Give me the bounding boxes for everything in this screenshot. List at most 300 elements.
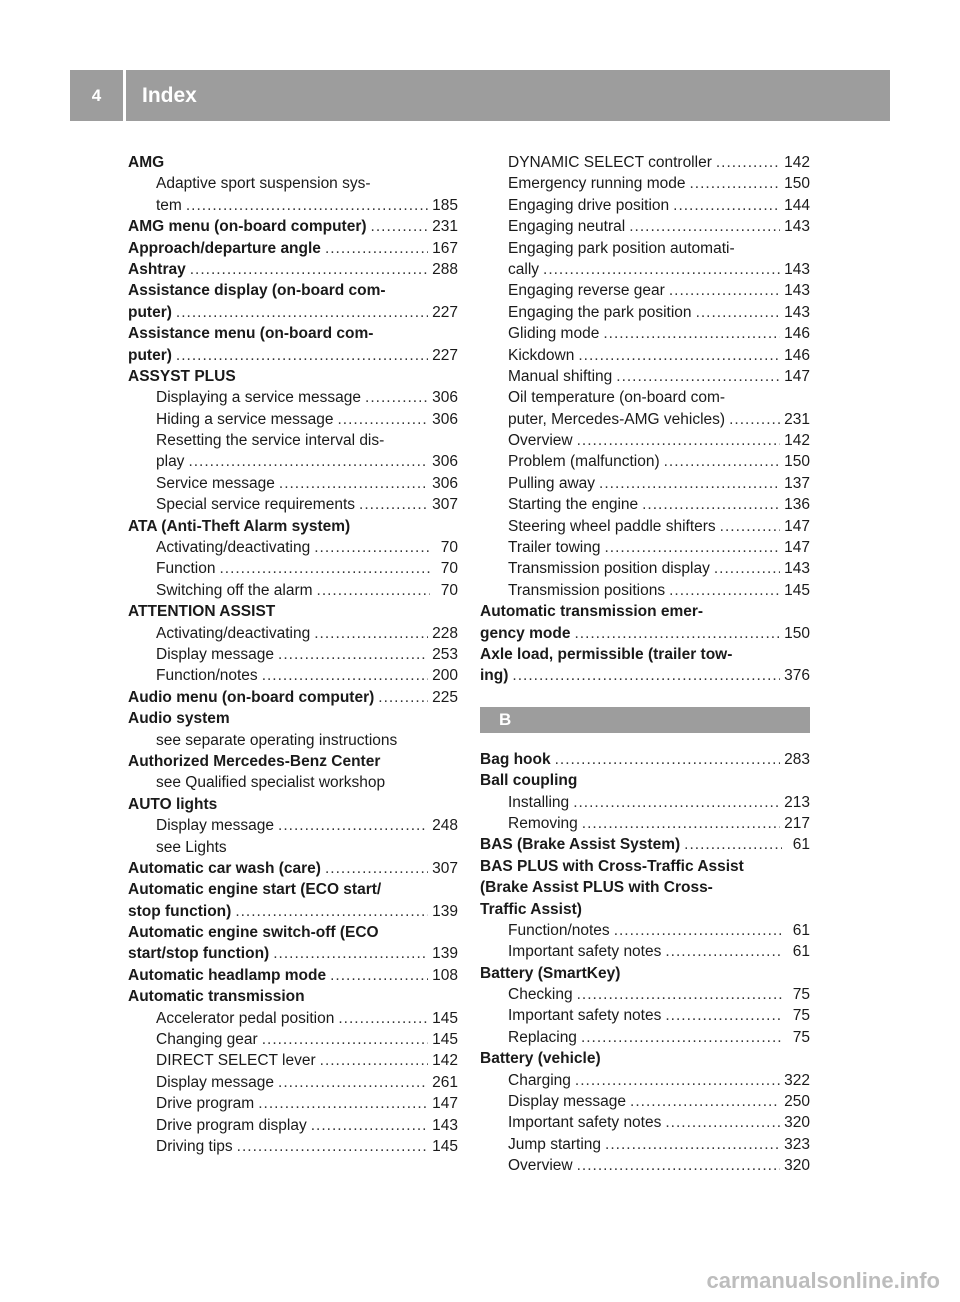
entry-text: Audio menu (on-board computer) bbox=[128, 688, 375, 706]
leader-dots bbox=[325, 858, 428, 879]
leader-dots bbox=[278, 815, 428, 836]
entry-text: Traffic Assist) bbox=[480, 900, 582, 918]
page-reference[interactable]: 108 bbox=[432, 966, 458, 984]
entry-text: Transmission positions bbox=[508, 581, 666, 599]
index-subentry bbox=[128, 623, 458, 644]
index-line bbox=[508, 451, 810, 472]
index-list-a-continued bbox=[480, 152, 810, 687]
index-line bbox=[156, 473, 458, 494]
leader-dots bbox=[273, 943, 428, 964]
index-entry bbox=[128, 708, 458, 729]
page-reference[interactable]: 145 bbox=[432, 1137, 458, 1155]
index-subentry bbox=[128, 387, 458, 408]
leader-dots bbox=[365, 387, 428, 408]
index-line bbox=[156, 580, 458, 601]
entry-text: stop function) bbox=[128, 902, 232, 920]
index-line bbox=[156, 1050, 458, 1071]
entry-text: play bbox=[156, 453, 185, 471]
entry-text: Axle load, permissible (trailer tow- bbox=[480, 645, 733, 663]
page-reference[interactable]: 70 bbox=[440, 539, 458, 557]
leader-dots bbox=[664, 451, 781, 472]
index-line bbox=[508, 516, 810, 537]
leader-dots bbox=[371, 216, 429, 237]
index-line bbox=[128, 687, 458, 708]
index-subentry bbox=[480, 984, 810, 1005]
entry-text: Function/notes bbox=[156, 667, 258, 685]
index-line bbox=[156, 644, 458, 665]
page-reference[interactable]: 147 bbox=[432, 1095, 458, 1113]
page-reference[interactable]: 306 bbox=[432, 453, 458, 471]
index-subentry bbox=[480, 558, 810, 579]
leader-dots bbox=[581, 1027, 782, 1048]
page-reference[interactable]: 150 bbox=[784, 175, 810, 193]
entry-text: Installing bbox=[508, 793, 570, 811]
leader-dots bbox=[603, 323, 780, 344]
page-reference[interactable]: 136 bbox=[784, 496, 810, 514]
index-subentry bbox=[128, 815, 458, 836]
index-entry bbox=[128, 965, 458, 986]
leader-dots bbox=[690, 173, 781, 194]
index-subentry bbox=[128, 1050, 458, 1071]
page-reference[interactable]: 61 bbox=[792, 921, 810, 939]
index-line bbox=[508, 1027, 810, 1048]
leader-dots bbox=[186, 195, 428, 216]
entry-text: Audio system bbox=[128, 710, 230, 728]
page-reference[interactable]: 143 bbox=[784, 303, 810, 321]
leader-dots bbox=[237, 1136, 428, 1157]
entry-text: Resetting the service interval dis- bbox=[156, 432, 385, 450]
index-line bbox=[156, 623, 458, 644]
index-line bbox=[508, 1091, 810, 1112]
index-line bbox=[156, 1072, 458, 1093]
index-line bbox=[156, 1029, 458, 1050]
page-reference[interactable]: 137 bbox=[784, 474, 810, 492]
page-reference[interactable]: 320 bbox=[784, 1157, 810, 1175]
entry-text: Battery (vehicle) bbox=[480, 1050, 601, 1068]
index-subentry bbox=[480, 1070, 810, 1091]
index-subentry bbox=[128, 772, 458, 793]
entry-text: tem bbox=[156, 196, 182, 214]
index-line bbox=[128, 986, 458, 1007]
page-reference[interactable]: 143 bbox=[784, 282, 810, 300]
index-subentry bbox=[480, 792, 810, 813]
index-line bbox=[480, 899, 810, 920]
page-reference[interactable]: 146 bbox=[784, 325, 810, 343]
index-line bbox=[128, 152, 458, 173]
index-line bbox=[156, 494, 458, 515]
index-line bbox=[508, 558, 810, 579]
entry-text: Drive program bbox=[156, 1095, 255, 1113]
index-entry bbox=[128, 152, 458, 173]
entry-text: Charging bbox=[508, 1071, 571, 1089]
leader-dots bbox=[258, 1093, 428, 1114]
entry-text: Important safety notes bbox=[508, 943, 662, 961]
index-entry bbox=[128, 794, 458, 815]
index-subentry bbox=[128, 409, 458, 430]
entry-text: ASSYST PLUS bbox=[128, 367, 236, 385]
index-line bbox=[480, 601, 810, 622]
page-reference[interactable]: 143 bbox=[784, 218, 810, 236]
page-reference[interactable]: 75 bbox=[792, 1007, 810, 1025]
index-line bbox=[128, 302, 458, 323]
index-subentry bbox=[480, 280, 810, 301]
page-reference[interactable]: 150 bbox=[784, 453, 810, 471]
entry-text: Removing bbox=[508, 814, 578, 832]
index-subentry bbox=[480, 238, 810, 281]
index-entry bbox=[128, 323, 458, 366]
page-reference[interactable]: 306 bbox=[432, 474, 458, 492]
index-subentry bbox=[480, 451, 810, 472]
page-reference[interactable]: 70 bbox=[440, 581, 458, 599]
entry-text: Driving tips bbox=[156, 1137, 233, 1155]
entry-text: puter) bbox=[128, 303, 172, 321]
page-reference[interactable]: 261 bbox=[432, 1073, 458, 1091]
index-line bbox=[156, 558, 458, 579]
entry-text: Overview bbox=[508, 1157, 573, 1175]
index-line bbox=[480, 856, 810, 877]
leader-dots bbox=[582, 813, 780, 834]
leader-dots bbox=[577, 1155, 781, 1176]
index-line bbox=[480, 665, 810, 686]
entry-text: Display message bbox=[508, 1093, 627, 1111]
page-reference[interactable]: 213 bbox=[784, 793, 810, 811]
entry-text: Changing gear bbox=[156, 1031, 258, 1049]
page-reference[interactable]: 139 bbox=[432, 945, 458, 963]
index-line bbox=[508, 366, 810, 387]
index-line bbox=[508, 1005, 810, 1026]
entry-text: ATTENTION ASSIST bbox=[128, 603, 276, 621]
page-reference[interactable]: 147 bbox=[784, 539, 810, 557]
entry-text: Engaging the park position bbox=[508, 303, 692, 321]
index-line bbox=[128, 323, 458, 344]
index-entry bbox=[128, 922, 458, 965]
page-reference[interactable]: 70 bbox=[440, 560, 458, 578]
index-entry bbox=[128, 259, 458, 280]
entry-text: Display message bbox=[156, 1073, 275, 1091]
entry-text: Automatic transmission bbox=[128, 988, 305, 1006]
entry-text: Engaging neutral bbox=[508, 218, 626, 236]
entry-text: Displaying a service message bbox=[156, 389, 362, 407]
entry-text: BAS (Brake Assist System) bbox=[480, 836, 681, 854]
page-reference[interactable]: 139 bbox=[432, 902, 458, 920]
leader-dots bbox=[262, 665, 428, 686]
index-line bbox=[480, 963, 810, 984]
page-reference[interactable]: 320 bbox=[784, 1114, 810, 1132]
entry-text: puter, Mercedes-AMG vehicles) bbox=[508, 410, 726, 428]
index-entry bbox=[480, 856, 810, 920]
entry-text: Display message bbox=[156, 817, 275, 835]
index-line bbox=[128, 901, 458, 922]
index-subentry bbox=[480, 173, 810, 194]
entry-text: Automatic engine switch-off (ECO bbox=[128, 924, 379, 942]
index-subentry bbox=[128, 1115, 458, 1136]
index-subentry bbox=[480, 216, 810, 237]
page-reference[interactable]: 322 bbox=[784, 1071, 810, 1089]
entry-text: Pulling away bbox=[508, 474, 596, 492]
index-line bbox=[128, 751, 458, 772]
index-line bbox=[480, 877, 810, 898]
page-reference[interactable]: 185 bbox=[432, 196, 458, 214]
index-entry bbox=[128, 516, 458, 537]
index-line bbox=[480, 644, 810, 665]
page-reference[interactable]: 307 bbox=[432, 496, 458, 514]
page-reference[interactable]: 143 bbox=[432, 1116, 458, 1134]
page-reference[interactable]: 75 bbox=[792, 986, 810, 1004]
leader-dots bbox=[330, 965, 428, 986]
index-entry bbox=[480, 834, 810, 855]
index-subentry bbox=[480, 1155, 810, 1176]
index-line bbox=[508, 152, 810, 173]
page-reference[interactable]: 147 bbox=[784, 367, 810, 385]
leader-dots bbox=[262, 1029, 428, 1050]
entry-text: Important safety notes bbox=[508, 1114, 662, 1132]
index-line bbox=[508, 173, 810, 194]
entry-text: Battery (SmartKey) bbox=[480, 964, 621, 982]
index-line bbox=[508, 409, 810, 430]
leader-dots bbox=[577, 984, 782, 1005]
leader-dots bbox=[338, 1008, 428, 1029]
page-reference[interactable]: 248 bbox=[432, 817, 458, 835]
leader-dots bbox=[190, 259, 428, 280]
leader-dots bbox=[614, 920, 782, 941]
page-reference[interactable]: 250 bbox=[784, 1093, 810, 1111]
index-subentry bbox=[128, 837, 458, 858]
index-line bbox=[128, 345, 458, 366]
index-line bbox=[508, 473, 810, 494]
entry-text: Function/notes bbox=[508, 921, 610, 939]
entry-text: Important safety notes bbox=[508, 1007, 662, 1025]
page-reference[interactable]: 146 bbox=[784, 346, 810, 364]
page-reference[interactable]: 145 bbox=[784, 581, 810, 599]
entry-text: Emergency running mode bbox=[508, 175, 686, 193]
entry-text: Function bbox=[156, 560, 216, 578]
entry-text: BAS PLUS with Cross-Traffic Assist bbox=[480, 857, 744, 875]
index-line bbox=[508, 941, 810, 962]
page-reference[interactable]: 200 bbox=[432, 667, 458, 685]
index-subentry bbox=[480, 1134, 810, 1155]
index-line bbox=[508, 580, 810, 601]
entry-text: Kickdown bbox=[508, 346, 575, 364]
leader-dots bbox=[696, 302, 781, 323]
index-line bbox=[128, 922, 458, 943]
entry-text: see Qualified specialist workshop bbox=[156, 774, 386, 792]
leader-dots bbox=[574, 623, 780, 644]
index-line bbox=[128, 259, 458, 280]
leader-dots bbox=[314, 537, 430, 558]
index-entry bbox=[128, 751, 458, 772]
index-line bbox=[508, 984, 810, 1005]
leader-dots bbox=[317, 580, 430, 601]
page-reference[interactable]: 227 bbox=[432, 303, 458, 321]
page-reference[interactable]: 231 bbox=[784, 410, 810, 428]
index-subentry bbox=[480, 152, 810, 173]
index-line bbox=[156, 837, 458, 858]
index-subentry bbox=[480, 494, 810, 515]
leader-dots bbox=[378, 687, 428, 708]
page-reference[interactable]: 306 bbox=[432, 389, 458, 407]
leader-dots bbox=[630, 1091, 780, 1112]
page-reference[interactable]: 283 bbox=[784, 750, 810, 768]
entry-text: Display message bbox=[156, 645, 275, 663]
entry-text: Automatic car wash (care) bbox=[128, 859, 321, 877]
index-subentry bbox=[128, 1029, 458, 1050]
index-subentry bbox=[480, 516, 810, 537]
index-entry bbox=[128, 216, 458, 237]
entry-text: Activating/deactivating bbox=[156, 539, 311, 557]
entry-text: AMG menu (on-board computer) bbox=[128, 218, 367, 236]
leader-dots bbox=[188, 451, 428, 472]
index-line bbox=[508, 494, 810, 515]
index-line bbox=[480, 1048, 810, 1069]
page-reference[interactable]: 145 bbox=[432, 1031, 458, 1049]
entry-text: Bag hook bbox=[480, 750, 551, 768]
index-line bbox=[508, 259, 810, 280]
page-reference[interactable]: 228 bbox=[432, 624, 458, 642]
index-line bbox=[128, 858, 458, 879]
page-reference[interactable]: 145 bbox=[432, 1009, 458, 1027]
index-subentry bbox=[480, 537, 810, 558]
page-reference[interactable]: 150 bbox=[784, 624, 810, 642]
index-line bbox=[128, 366, 458, 387]
page-reference[interactable]: 288 bbox=[432, 260, 458, 278]
leader-dots bbox=[176, 345, 428, 366]
index-subentry bbox=[480, 1091, 810, 1112]
watermark: carmanualsonline.info bbox=[706, 1268, 940, 1293]
index-line bbox=[508, 1134, 810, 1155]
page-reference[interactable]: 142 bbox=[784, 154, 810, 171]
index-entry bbox=[480, 1048, 810, 1069]
index-line bbox=[128, 708, 458, 729]
entry-text: Engaging reverse gear bbox=[508, 282, 665, 300]
index-subentry bbox=[480, 941, 810, 962]
index-subentry bbox=[128, 430, 458, 473]
index-line bbox=[508, 537, 810, 558]
leader-dots bbox=[665, 1005, 782, 1026]
index-subentry bbox=[480, 302, 810, 323]
page-reference[interactable]: 306 bbox=[432, 410, 458, 428]
index-subentry bbox=[128, 1136, 458, 1157]
index-line bbox=[480, 770, 810, 791]
index-line bbox=[508, 238, 810, 259]
page-reference[interactable]: 323 bbox=[784, 1135, 810, 1153]
entry-text: Overview bbox=[508, 432, 573, 450]
page-reference[interactable]: 217 bbox=[784, 814, 810, 832]
leader-dots bbox=[279, 473, 428, 494]
index-line bbox=[508, 792, 810, 813]
index-line bbox=[128, 879, 458, 900]
entry-text: AUTO lights bbox=[128, 795, 218, 813]
page-reference[interactable]: 376 bbox=[784, 667, 810, 685]
index-line bbox=[128, 943, 458, 964]
leader-dots bbox=[684, 834, 782, 855]
leader-dots bbox=[176, 302, 428, 323]
page-reference[interactable]: 227 bbox=[432, 346, 458, 364]
index-subentry bbox=[480, 430, 810, 451]
section-header-b: B bbox=[480, 707, 810, 733]
index-line bbox=[508, 345, 810, 366]
leader-dots bbox=[665, 941, 782, 962]
page-reference[interactable]: 307 bbox=[432, 859, 458, 877]
index-subentry bbox=[128, 537, 458, 558]
index-line bbox=[508, 1112, 810, 1133]
entry-text: Approach/departure angle bbox=[128, 239, 321, 257]
entry-text: Oil temperature (on-board com- bbox=[508, 389, 726, 407]
index-entry bbox=[128, 986, 458, 1007]
page-reference[interactable]: 143 bbox=[784, 560, 810, 578]
index-line bbox=[128, 794, 458, 815]
index-subentry bbox=[128, 1008, 458, 1029]
entry-text: AMG bbox=[128, 154, 165, 171]
index-subentry bbox=[128, 558, 458, 579]
entry-text: gency mode bbox=[480, 624, 571, 642]
index-line bbox=[480, 834, 810, 855]
page-reference[interactable]: 147 bbox=[784, 517, 810, 535]
entry-text: Trailer towing bbox=[508, 539, 601, 557]
index-line bbox=[128, 965, 458, 986]
index-entry bbox=[480, 644, 810, 687]
entry-text: Jump starting bbox=[508, 1135, 602, 1153]
index-entry bbox=[128, 879, 458, 922]
index-entry bbox=[480, 749, 810, 770]
index-line bbox=[508, 216, 810, 237]
index-line bbox=[156, 730, 458, 751]
index-line bbox=[508, 813, 810, 834]
index-entry bbox=[128, 687, 458, 708]
leader-dots bbox=[669, 280, 780, 301]
page-reference[interactable]: 61 bbox=[792, 943, 810, 961]
leader-dots bbox=[665, 1112, 780, 1133]
page-reference[interactable]: 144 bbox=[784, 196, 810, 214]
page-reference[interactable]: 143 bbox=[784, 260, 810, 278]
entry-text: DYNAMIC SELECT controller bbox=[508, 154, 712, 171]
leader-dots bbox=[577, 430, 781, 451]
leader-dots bbox=[642, 494, 780, 515]
entry-text: Special service requirements bbox=[156, 496, 356, 514]
page-reference[interactable]: 142 bbox=[784, 432, 810, 450]
entry-text: Ball coupling bbox=[480, 772, 578, 790]
index-subentry bbox=[128, 473, 458, 494]
page-reference[interactable]: 61 bbox=[792, 836, 810, 854]
leader-dots bbox=[543, 259, 780, 280]
index-line bbox=[128, 280, 458, 301]
index-line bbox=[508, 323, 810, 344]
page-reference[interactable]: 225 bbox=[432, 688, 458, 706]
entry-text: Engaging park position automati- bbox=[508, 239, 735, 257]
page-number: 4 bbox=[70, 70, 126, 121]
entry-text: Checking bbox=[508, 986, 573, 1004]
entry-text: Replacing bbox=[508, 1028, 577, 1046]
page-reference[interactable]: 167 bbox=[432, 239, 458, 257]
index-subentry bbox=[128, 644, 458, 665]
leader-dots bbox=[219, 558, 430, 579]
page-reference[interactable]: 142 bbox=[432, 1052, 458, 1070]
page-reference[interactable]: 253 bbox=[432, 645, 458, 663]
index-line bbox=[480, 749, 810, 770]
entry-text: cally bbox=[508, 260, 540, 278]
entry-text: Ashtray bbox=[128, 260, 186, 278]
index-subentry bbox=[480, 920, 810, 941]
index-line bbox=[508, 1070, 810, 1091]
leader-dots bbox=[629, 216, 780, 237]
leader-dots bbox=[616, 366, 780, 387]
index-line bbox=[128, 601, 458, 622]
page-reference[interactable]: 231 bbox=[432, 218, 458, 236]
entry-text: Gliding mode bbox=[508, 325, 600, 343]
leader-dots bbox=[605, 1134, 780, 1155]
index-line bbox=[480, 623, 810, 644]
entry-text: Starting the engine bbox=[508, 496, 639, 514]
page-reference[interactable]: 75 bbox=[792, 1028, 810, 1046]
